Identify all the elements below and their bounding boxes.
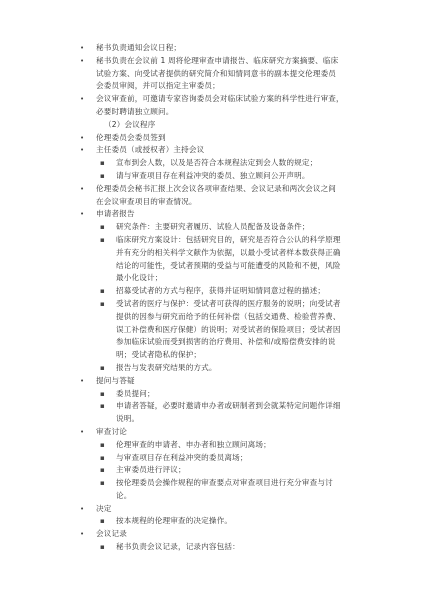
sub-list-item-continuation: 误工补偿费和医疗保健）的说明；对受试者的保险项目；受试者因 [116,324,341,334]
square-bullet-icon: ▪ [100,479,105,488]
bullet-icon: • [80,56,85,65]
square-bullet-icon: ▪ [100,223,105,232]
bullet-icon: • [80,376,85,385]
sub-list-item-continuation: 明；受试者隐私的保护； [116,350,202,360]
list-item: • 申请者报告 [72,208,360,221]
square-bullet-icon: ▪ [100,363,105,372]
bullet-icon: • [80,210,85,219]
sub-list-item-continuation: 提供的因参与研究而给予的任何补偿（包括交通费、检验营养费、 [116,311,341,321]
square-bullet-icon: ▪ [100,235,105,244]
square-bullet-icon: ▪ [100,287,105,296]
list-item-continuation: 会委员审阅，并可以指定主审委员； [96,81,220,91]
square-bullet-icon: ▪ [100,299,105,308]
sub-list-item: ▪ 伦理审查的申请者、申办者和独立顾问离场； [72,439,360,452]
sub-list-item: ▪ 主审委员进行评议； [72,464,360,477]
square-bullet-icon: ▪ [100,440,105,449]
square-bullet-icon: ▪ [100,389,105,398]
bullet-icon: • [80,184,85,193]
list-item: • 审查讨论 [72,426,360,439]
sub-list-item-continuation: 参加临床试验而受到损害的治疗费用、补偿和/或赔偿费安排的说 [116,337,336,347]
square-bullet-icon: ▪ [100,517,105,526]
bullet-icon: • [80,427,85,436]
list-item: • 伦理委员会秘书汇报上次会议各项审查结果、会议记录和两次会议之间 [72,183,360,196]
sub-list-item: ▪ 招募受试者的方式与程序，获得并证明知情同意过程的描述； [72,285,360,298]
bullet-icon: • [80,133,85,142]
list-item-continuation: 试验方案、向受试者提供的研究简介和知情同意书的副本提交伦理委员 [96,68,337,78]
square-bullet-icon: ▪ [100,466,105,475]
sub-list-item-continuation: 结论的可能性，受试者预期的受益与可能遭受的风险和不便，风险 [116,260,341,270]
bullet-icon: • [80,95,85,104]
sub-list-item: ▪ 临床研究方案设计：包括研究目的，研究是否符合公认的科学原理 [72,234,360,247]
square-bullet-icon: ▪ [100,402,105,411]
list-item-continuation: 必要时聘请独立顾问。 [96,106,174,116]
sub-list-item: ▪ 按本规程的伦理审查的决定操作。 [72,515,360,528]
list-item: • 秘书负责在会议前 1 周将伦理审查申请报告、临床研究方案摘要、临床 [72,55,360,68]
sub-list-item-continuation: 论。 [116,490,132,500]
list-item: • 提问与答疑 [72,375,360,388]
square-bullet-icon: ▪ [100,453,105,462]
bullet-icon: • [80,530,85,539]
square-bullet-icon: ▪ [100,159,105,168]
square-bullet-icon: ▪ [100,543,105,552]
list-item: • 决定 [72,503,360,516]
sub-list-item: ▪ 申请者答疑，必要时邀请申办者或研制者到会就某特定问题作详细 [72,400,360,413]
square-bullet-icon: ▪ [100,171,105,180]
bullet-icon: • [80,504,85,513]
list-item: • 会议记录 [72,528,360,541]
list-item: • 会议审查前，可邀请专家咨询委员会对临床试验方案的科学性进行审查， [72,93,360,106]
sub-list-item: ▪ 委员提问； [72,388,360,401]
sub-list-item-continuation: 并有充分的相关科学文献作为依据，以最小受试者样本数获得正确 [116,247,341,257]
list-item: • 伦理委员会委员签到 [72,132,360,145]
sub-list-item: ▪ 与审查项目存在利益冲突的委员离场； [72,452,360,465]
bullet-icon: • [80,44,85,52]
list-item-continuation: 在会议审查项目的审查情况。 [96,196,197,206]
section-heading: （2）会议程序 [104,119,156,129]
sub-list-item: ▪ 受试者的医疗与保护：受试者可获得的医疗服务的说明；向受试者 [72,298,360,311]
sub-list-item: ▪ 按伦理委员会操作规程的审查要点对审查项目进行充分审查与讨 [72,477,360,490]
sub-list-item: ▪ 请与审查项目存在利益冲突的委员、独立顾问公开声明。 [72,170,360,183]
sub-list-item: ▪ 研究条件：主要研究者履历、试验人员配备及设备条件； [72,221,360,234]
list-item: • 主任委员（或授权者）主持会议 [72,144,360,157]
sub-list-item: ▪ 宣布到会人数，以及是否符合本规程法定到会人数的规定； [72,157,360,170]
sub-list-item: ▪ 报告与发表研究结果的方式。 [72,362,360,375]
sub-list-item-continuation: 说明。 [116,414,140,424]
bullet-icon: • [80,146,85,155]
sub-list-item: ▪ 秘书负责会议记录，记录内容包括： [72,541,360,554]
list-item: • 秘书负责通知会议日程； [72,42,360,55]
sub-list-item-continuation: 最小化设计； [116,273,163,283]
